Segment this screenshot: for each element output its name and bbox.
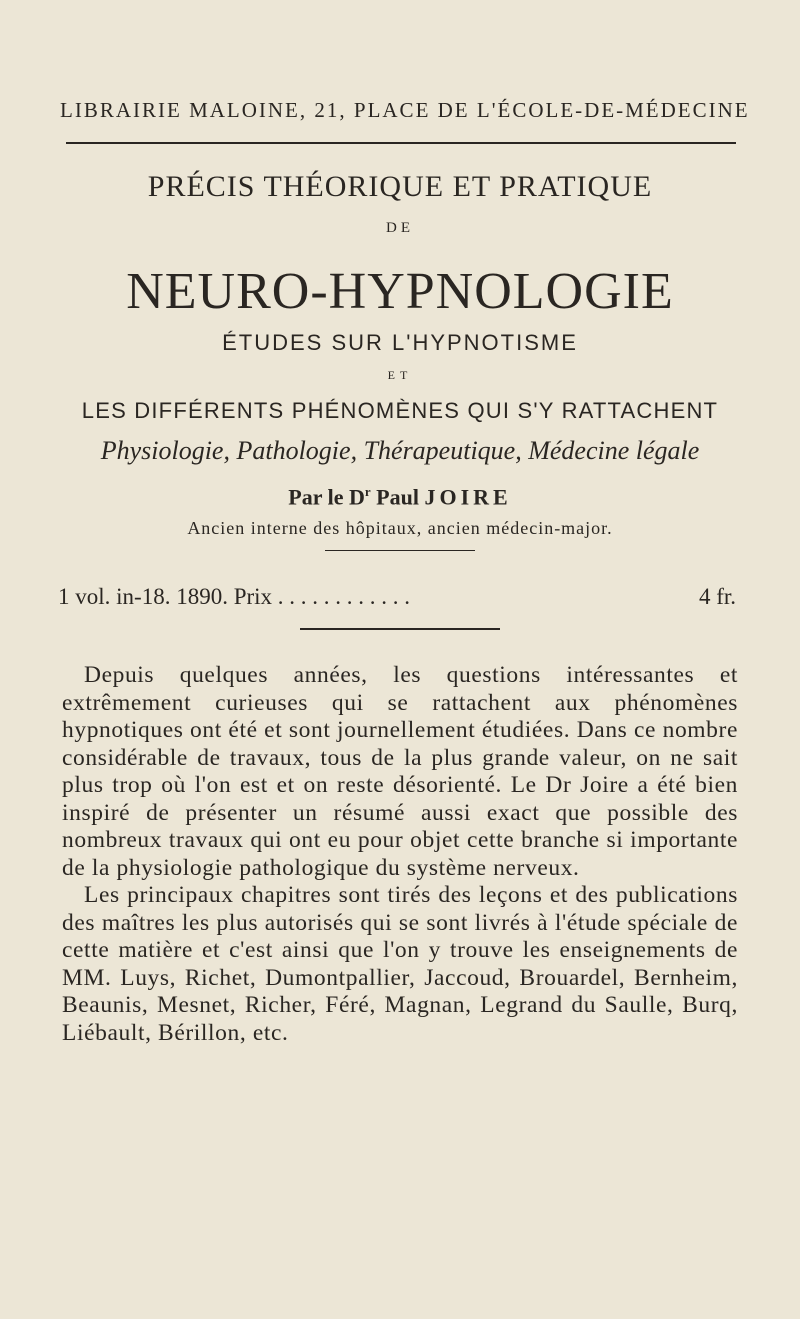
separator-rule [325,550,475,551]
main-title: NEURO-HYPNOLOGIE [126,263,674,320]
body-paragraph: Depuis quelques années, les questions intéressantes et extrêmement curieuses qui se rattachent aux phénomènes hypnotiques ont été et sont journellement étudiées. Dans ce nombre considérable de travaux, tous de la plus grande valeur, on ne sait plus trop où l'on est et on reste désorienté. Le Dr Joire a été bien inspiré de présenter un résumé aussi exact que possible des nombreux travaux qui ont eu pour objet cette branche si importante de la physiologie pathologique du système nerveux. [62,662,738,881]
subtitle-connector: ET [387,368,413,382]
author-firstname: Paul [376,484,419,510]
listing-price: 4 fr. [698,584,736,609]
author-prefix: Par le D [288,484,365,510]
title-connector: DE [386,220,414,236]
listing-line [58,584,736,610]
separator-rule [300,628,500,630]
publisher-line: LIBRAIRIE MALOINE, 21, PLACE DE L'ÉCOLE-DE-MÉDECINE [60,98,750,122]
author-surname: JOIRE [424,484,512,510]
author-line [60,484,740,510]
author-description: Ancien interne des hôpitaux, ancien médecin-major. [187,518,613,538]
listing-details: 1 vol. in-18. 1890. Prix . . . . . . . . . . . . [58,584,411,609]
disciplines-line: Physiologie, Pathologie, Thérapeutique, Médecine légale [100,436,700,465]
body-paragraph: Les principaux chapitres sont tirés des leçons et des publications des maîtres les plus autorisés qui se sont livrés à l'étude spéciale de cette matière et c'est ainsi que l'on y trouve les enseignements de MM. Luys, Richet, Dumontpallier, Jaccoud, Brouardel, Bernheim, Beaunis, Mesnet, Richer, Féré, Magnan, Legrand du Saulle, Burq, Liébault, Bérillon, etc. [62,882,738,1046]
top-rule [66,142,736,144]
body-text [62,662,738,1047]
subtitle-line-2: LES DIFFÉRENTS PHÉNOMÈNES QUI S'Y RATTACHENT [81,398,719,423]
author-title-sup: r [364,484,371,499]
subtitle-line-1: ÉTUDES SUR L'HYPNOTISME [222,330,578,355]
title-line: PRÉCIS THÉORIQUE ET PRATIQUE [147,170,653,203]
